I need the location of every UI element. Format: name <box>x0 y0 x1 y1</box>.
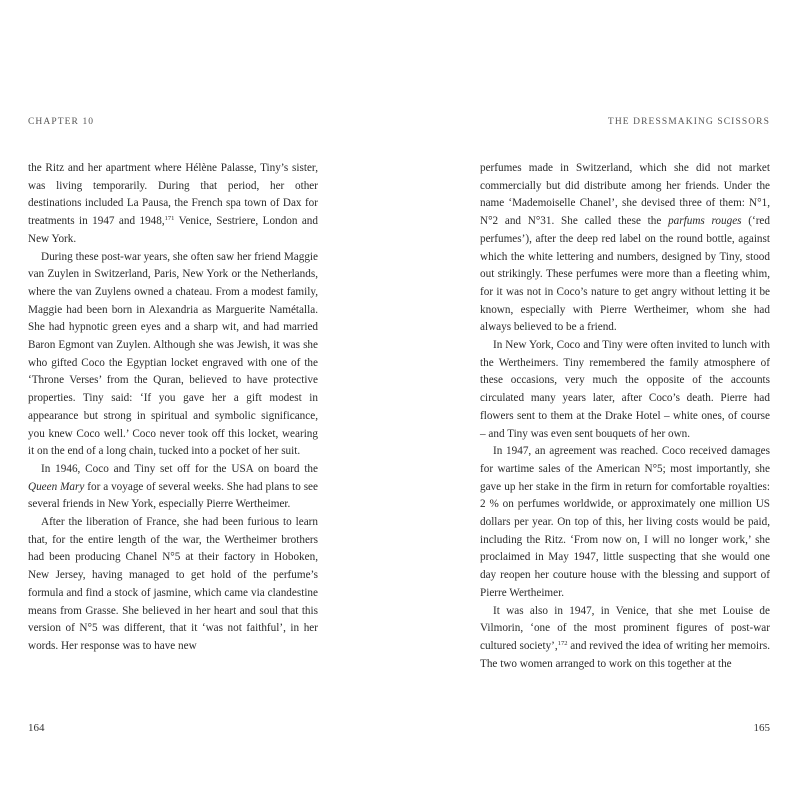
endnote-reference: 171 <box>164 215 175 223</box>
paragraph: perfumes made in Switzerland, which she did not market commercially but did distribute among her friends. Under the name ‘Mademoiselle Chanel’, she devised three of them: N°1, N°2 and N°31. She called these the parfums rouges (‘red perfumes’), after the deep red label on the round bottle, against which the white lettering and numbers, designed by Tiny, stood out strikingly. These perfumes were more than a fleeting whim, for it was not in Coco’s nature to get angry without letting it be known, especially with Pierre Wertheimer, whom she had always believed to be a friend. <box>480 162 770 334</box>
page-number: 164 <box>28 722 45 734</box>
paragraph: In New York, Coco and Tiny were often invited to lunch with the Wertheimers. Tiny remembered the family atmosphere of these occasions, very much the opposite of the accounts circulated many years later, after Coco’s death. Pierre had flowers sent to them at the Drake Hotel – white ones, of course – and Tiny was even sent bouquets of her own. <box>480 339 770 440</box>
paragraph: the Ritz and her apartment where Hélène Palasse, Tiny’s sister, was living temporarily. During that period, her other destinations included La Pausa, the French spa town of Dax for treatments in 1947 and 1948,$^{171}$ Venice, Sestriere, London and New York. <box>28 162 318 245</box>
left-page-body <box>28 160 318 656</box>
ship-name: Queen Mary <box>28 480 85 493</box>
paragraph: In 1947, an agreement was reached. Coco received damages for wartime sales of the American N°5; most importantly, she gave up her stake in the firm in return for comfortable royalties: 2 % on perfumes worldwide, or approximately one million US dollars per year. On top of this, her living costs would be paid, including the Ritz. ‘From now on, I will no longer work,’ she proclaimed in May 1947, little suspecting that she would one day reopen her couture house with the blessing and support of Pierre Wertheimer. <box>480 445 770 599</box>
paragraph: In 1946, Coco and Tiny set off for the USA on board the Queen Mary for a voyage of several weeks. She had plans to see several friends in New York, especially Pierre Wertheimer. <box>28 462 318 511</box>
italic-term: parfums rouges <box>668 215 742 228</box>
right-page <box>400 0 800 800</box>
paragraph: During these post-war years, she often saw her friend Maggie van Zuylen in Switzerland, Paris, New York or the Netherlands, where the van Zuylens owned a chateau. From a modest family, Maggie had been born in Alexandria as Marguerite Namétalla. She had hypnotic green eyes and a sharp wit, and had married Baron Egmont van Zuylen. Although she was Jewish, it was she who gifted Coco the Egyptian locket engraved with one of the ‘Throne Verses’ from the Quran, believed to have protective properties. Tiny said: ‘If you gave her a gift modest in appearance but strong in spiritual and symbolic significance, you knew Coco well.’ Coco never took off this locket, wearing it on the end of a long chain, tucked into a pocket of her suit. <box>28 250 318 458</box>
page-number: 165 <box>753 722 770 734</box>
running-head-chapter: CHAPTER 10 <box>28 117 95 127</box>
running-head-title: THE DRESSMAKING SCISSORS <box>607 117 770 127</box>
right-page-body <box>480 160 770 673</box>
endnote-reference: 172 <box>557 639 568 647</box>
paragraph: It was also in 1947, in Venice, that she met Louise de Vilmorin, ‘one of the most prominent figures of post-war cultured society’,$^{172}$ and revived the idea of writing her memoirs. The two women arranged to work on this together at the <box>480 604 770 670</box>
paragraph: After the liberation of France, she had been furious to learn that, for the entire length of the war, the Wertheimer brothers had been producing Chanel N°5 at their factory in Hoboken, New Jersey, having managed to get hold of the perfume’s formula and find a stock of jasmine, which came via clandestine means from Grasse. She believed in her heart and soul that this version of N°5 was different, that it ‘was not faithful’, in her words. Her response was to have new <box>28 516 318 652</box>
